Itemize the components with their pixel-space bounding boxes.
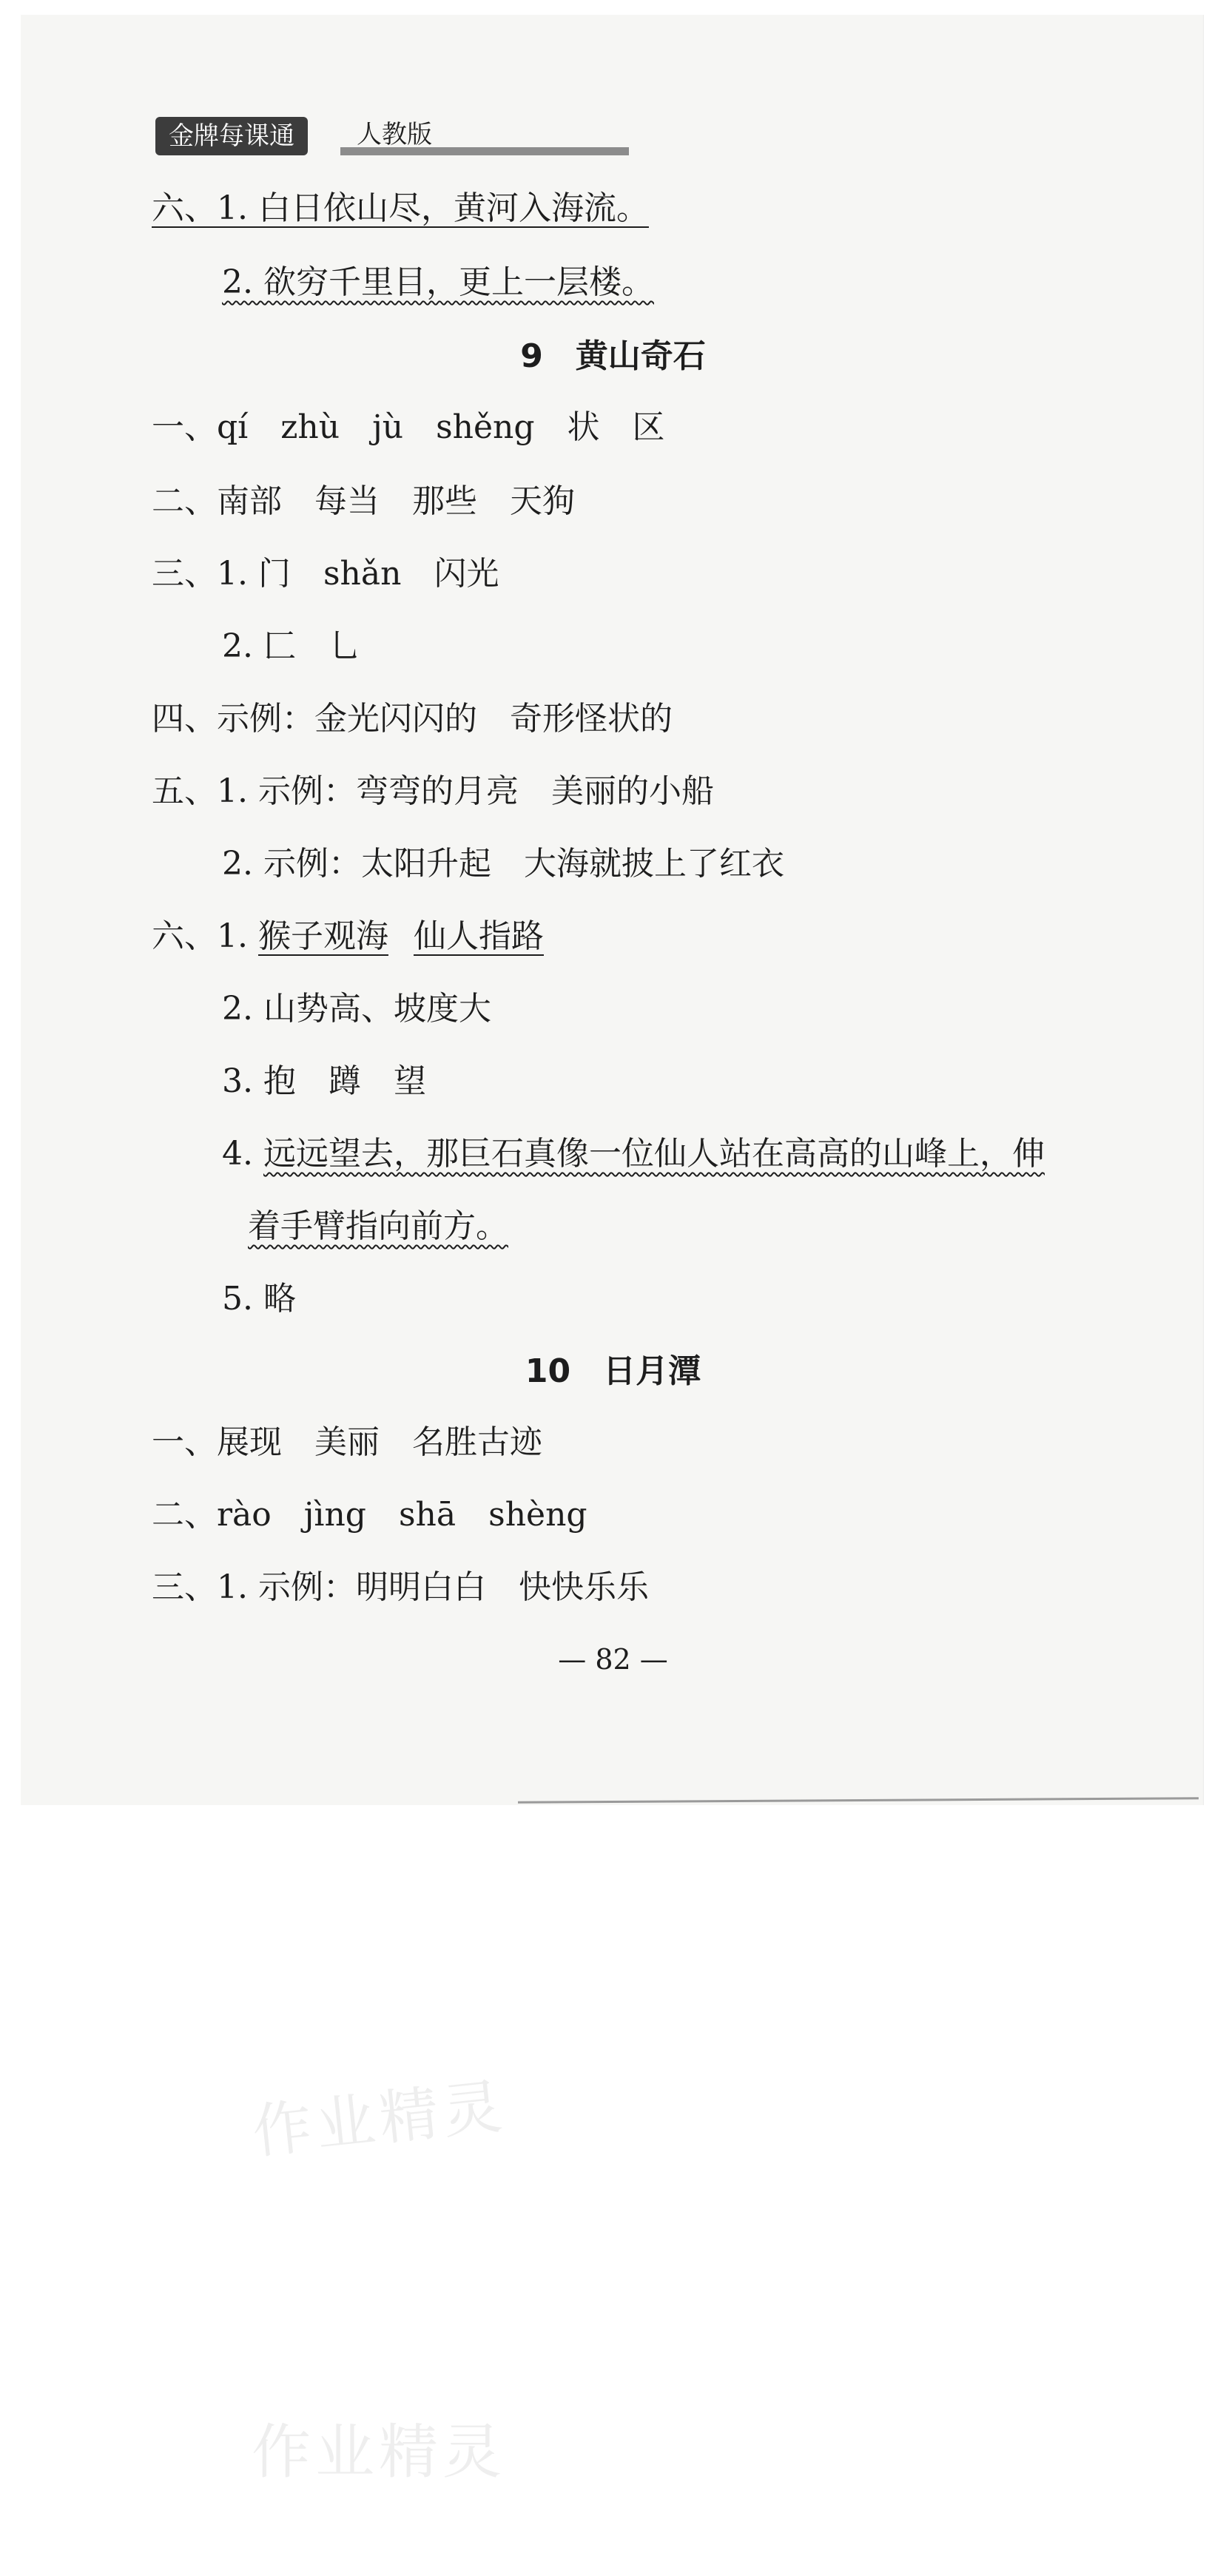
answer-line: 三、1. 门 shǎn 闪光 <box>152 555 499 593</box>
answer-line: 5. 略 <box>222 1280 296 1318</box>
answer-text: 仙人指路 <box>413 917 544 955</box>
watermark: 作业精灵 <box>249 2071 510 2167</box>
edition-label: 人教版 <box>340 117 629 155</box>
page-number: — 82 — <box>558 1643 668 1676</box>
watermark: 作业精灵 <box>252 2418 506 2486</box>
answer-line: 四、示例：金光闪闪的 奇形怪状的 <box>152 700 673 738</box>
answer-line <box>248 1204 508 1249</box>
lesson-9-title: 9 黄山奇石 <box>520 337 706 375</box>
answer-line: 一、qí zhù jù shěng 状 区 <box>152 408 665 446</box>
answer-text: 着手臂指向前方。 <box>248 1207 508 1245</box>
answer-line: 五、1. 示例：弯弯的月亮 美丽的小船 <box>152 772 714 810</box>
answer-line <box>222 260 654 305</box>
answer-line: 2. 山势高、坡度大 <box>222 990 491 1028</box>
answer-line <box>222 1132 1045 1176</box>
answer-text: 远远望去，那巨石真像一位仙人站在高高的山峰上，伸 <box>263 1135 1045 1173</box>
answer-line: 2. 匚 乚 <box>222 627 361 665</box>
answer-line: 二、rào jìng shā shèng <box>152 1496 587 1534</box>
answer-line <box>152 914 544 959</box>
answer-line: 一、展现 美丽 名胜古迹 <box>152 1423 542 1461</box>
answer-text: 六、1. 白日依山尽，黄河入海流。 <box>152 189 649 227</box>
answer-line <box>152 186 649 231</box>
answer-line: 2. 示例：太阳升起 大海就披上了红衣 <box>222 845 784 883</box>
answer-line: 3. 抱 蹲 望 <box>222 1062 426 1100</box>
answer-number: 六、1. <box>152 917 248 955</box>
answer-text: 猴子观海 <box>257 917 388 955</box>
answer-number: 4. <box>222 1135 253 1173</box>
answer-line: 三、1. 示例：明明白白 快快乐乐 <box>152 1568 649 1606</box>
brand-label: 金牌每课通 <box>155 117 308 155</box>
answer-line: 二、南部 每当 那些 天狗 <box>152 482 575 520</box>
lesson-10-title: 10 日月潭 <box>525 1352 701 1390</box>
answer-text: 2. 欲穷千里目，更上一层楼。 <box>222 263 654 301</box>
